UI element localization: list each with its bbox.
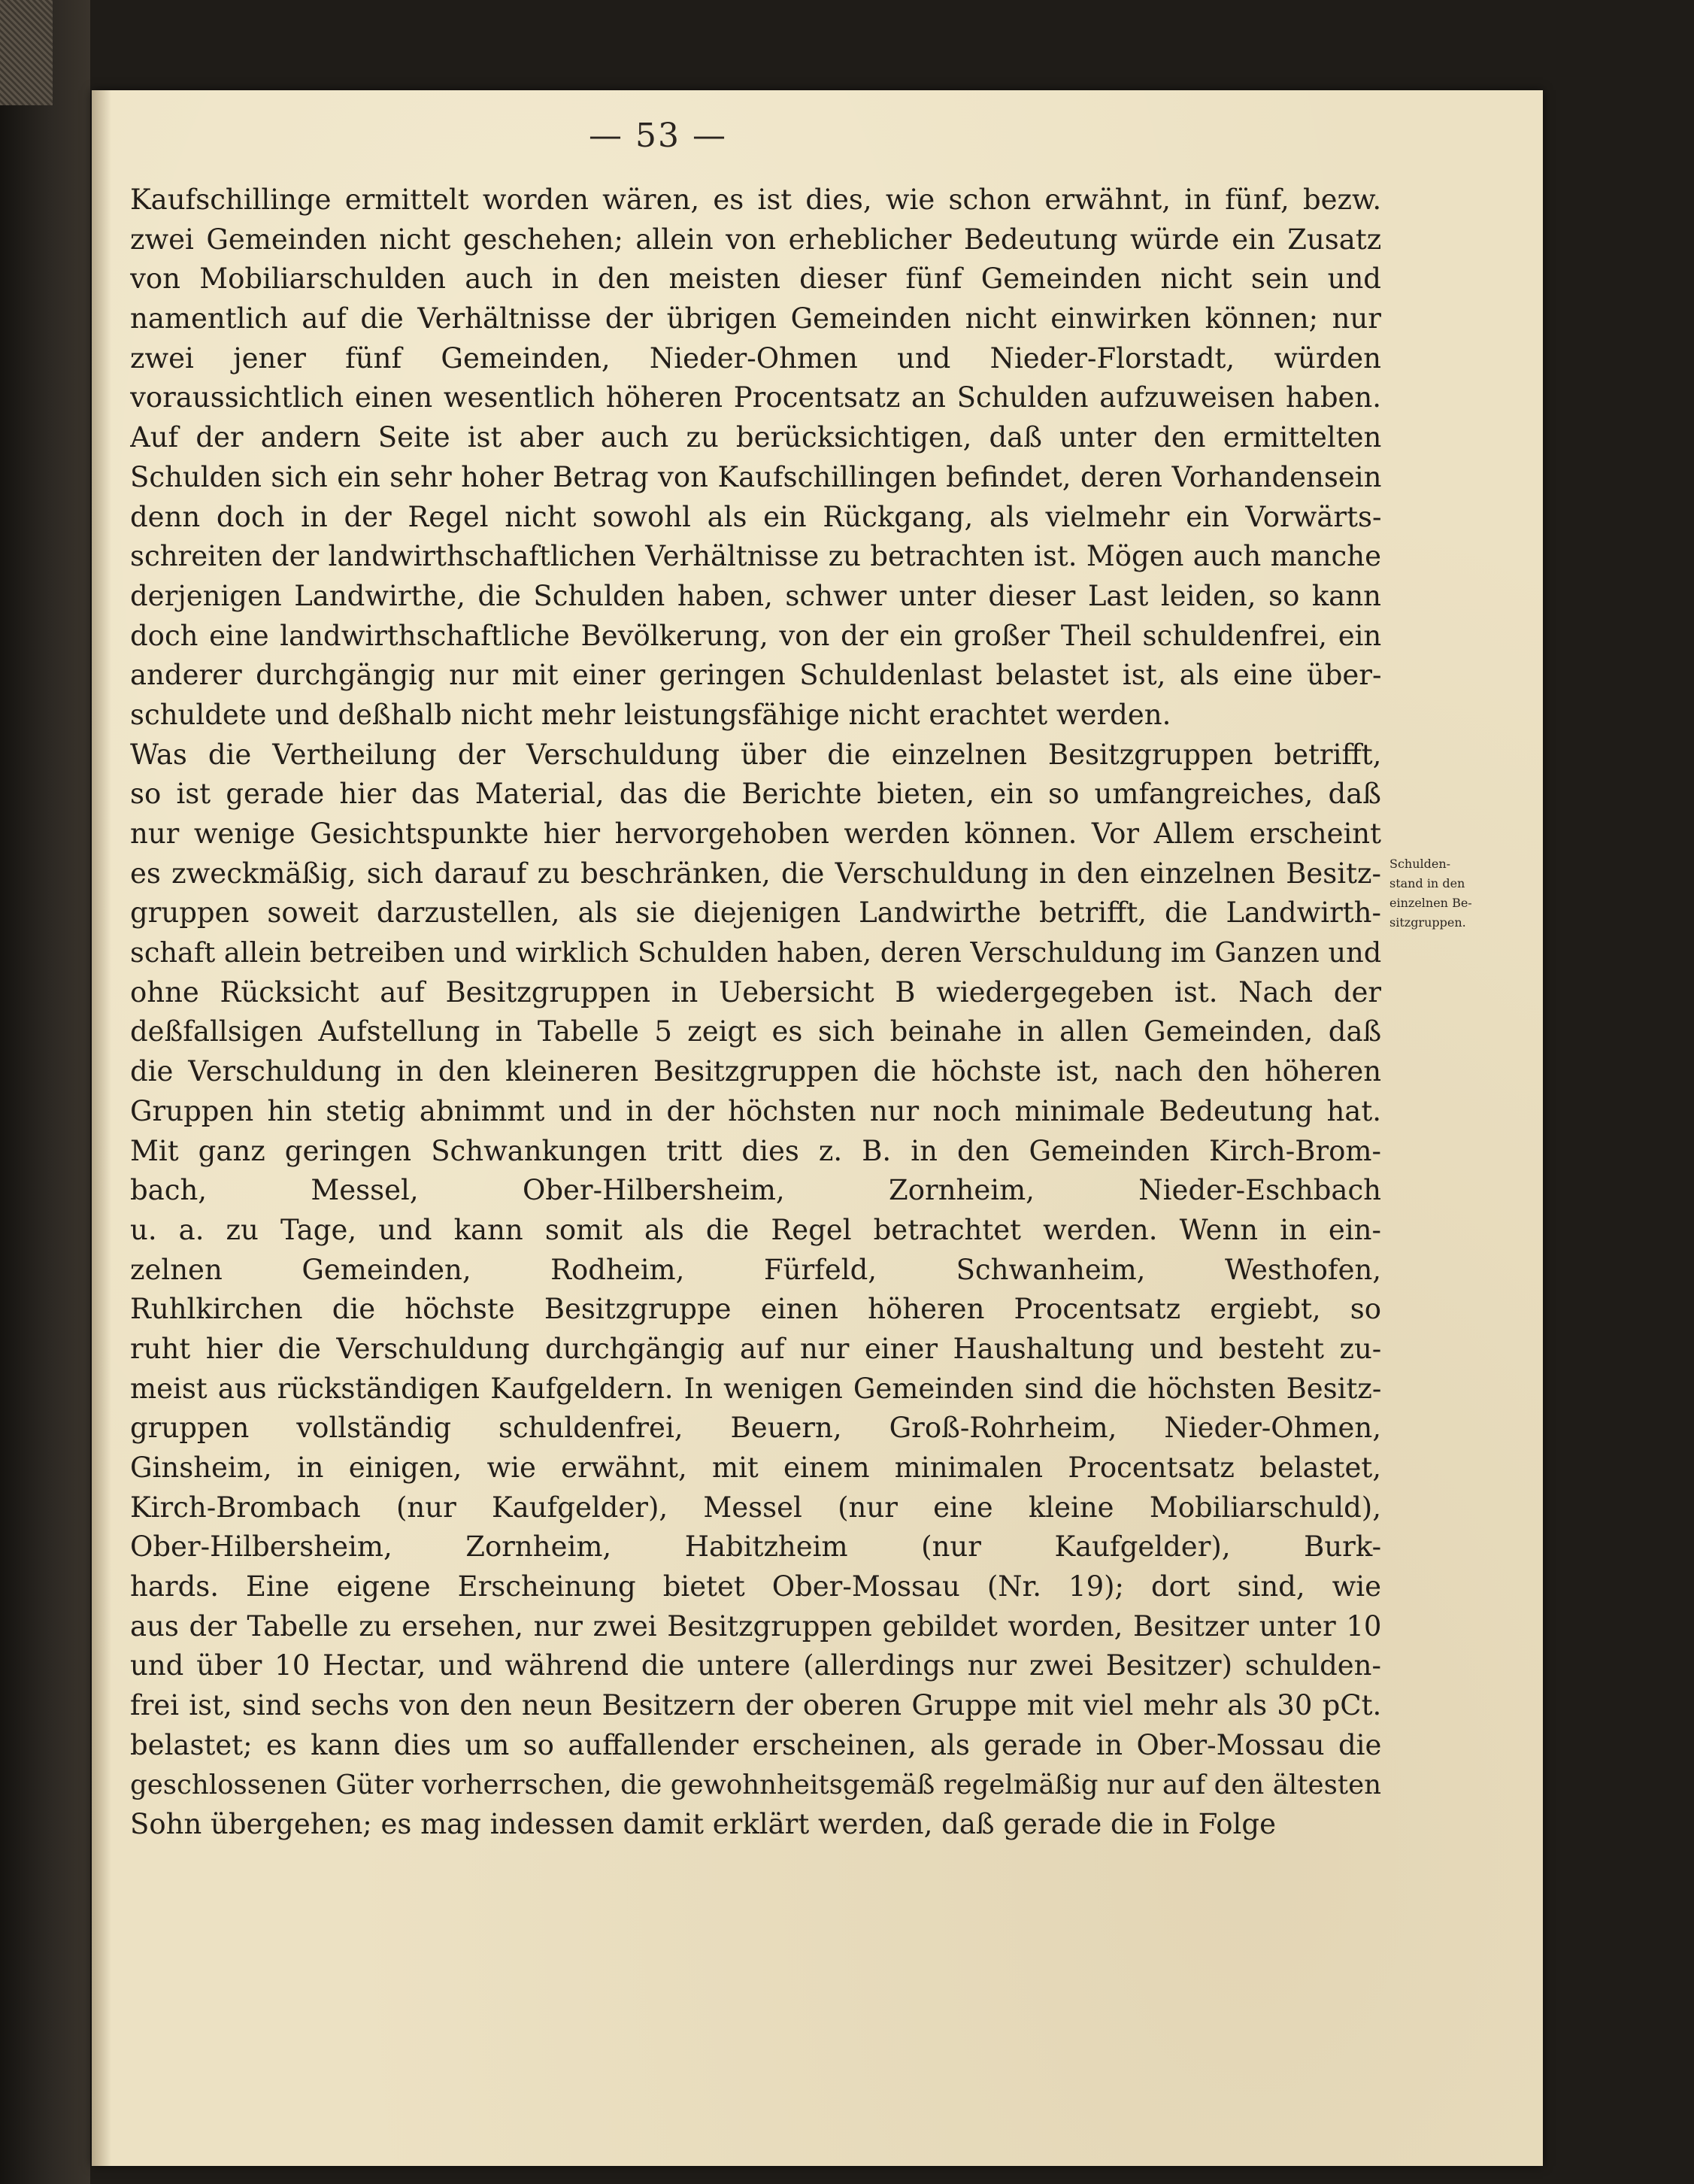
- text-line: gruppen soweit darzustellen, als sie diejenigen Landwirthe betrifft, die Landwirth-: [130, 896, 1381, 930]
- text-line: ruht hier die Verschuldung durchgängig auf nur einer Haushaltung und besteht zu-: [130, 1332, 1381, 1365]
- page-gutter-shadow: [92, 90, 111, 2166]
- text-line: namentlich auf die Verhältnisse der übrigen Gemeinden nicht einwirken können; nur: [130, 302, 1381, 335]
- text-line: anderer durchgängig nur mit einer geringen Schuldenlast belastet ist, als eine über-: [130, 659, 1381, 692]
- text-line: es zweckmäßig, sich darauf zu beschränken, die Verschuldung in den einzelnen Besitz-: [130, 857, 1381, 890]
- text-line: belastet; es kann dies um so auffallender erscheinen, als gerade in Ober-Mossau die: [130, 1728, 1381, 1761]
- text-line: schuldete und deßhalb nicht mehr leistungsfähige nicht erachtet werden.: [130, 698, 1171, 731]
- marginal-note-line: stand in den: [1389, 876, 1465, 890]
- page-number: — 53 —: [589, 117, 727, 155]
- text-line: Ruhlkirchen die höchste Besitzgruppe einen höheren Procentsatz ergiebt, so: [130, 1293, 1381, 1326]
- text-line: Mit ganz geringen Schwankungen tritt dies z. B. in den Gemeinden Kirch-Brom-: [130, 1134, 1381, 1167]
- text-line: Gruppen hin stetig abnimmt und in der höchsten nur noch minimale Bedeutung hat.: [130, 1094, 1381, 1127]
- marginal-note-line: Schulden-: [1389, 857, 1451, 871]
- text-line: voraussichtlich einen wesentlich höheren Procentsatz an Schulden aufzuweisen haben.: [130, 381, 1381, 414]
- text-line: ohne Rücksicht auf Besitzgruppen in Uebersicht B wiedergegeben ist. Nach der: [130, 975, 1381, 1009]
- text-line: Schulden sich ein sehr hoher Betrag von Kaufschillingen befindet, deren Vorhandensein: [130, 460, 1381, 493]
- text-line: geschlossenen Güter vorherrschen, die gewohnheitsgemäß regelmäßig nur auf den ältesten: [130, 1769, 1381, 1800]
- text-line: zwei Gemeinden nicht geschehen; allein von erheblicher Bedeutung würde ein Zusatz: [130, 223, 1381, 256]
- text-line: zwei jener fünf Gemeinden, Nieder-Ohmen und Nieder-Florstadt, würden: [130, 341, 1381, 375]
- body-text: [130, 180, 1381, 1845]
- marginal-note: [1389, 854, 1517, 933]
- text-line: aus der Tabelle zu ersehen, nur zwei Besitzgruppen gebildet worden, Besitzer unter 10: [130, 1609, 1381, 1643]
- text-line: doch eine landwirthschaftliche Bevölkerung, von der ein großer Theil schuldenfrei, ein: [130, 619, 1381, 652]
- text-line: und über 10 Hectar, und während die untere (allerdings nur zwei Besitzer) schulden-: [130, 1649, 1381, 1682]
- text-line: nur wenige Gesichtspunkte hier hervorgehoben werden können. Vor Allem erscheint: [130, 817, 1381, 850]
- text-line: frei ist, sind sechs von den neun Besitzern der oberen Gruppe mit viel mehr als 30 pCt.: [130, 1689, 1381, 1722]
- binding-cloth-corner: [0, 0, 53, 105]
- text-line: meist aus rückständigen Kaufgeldern. In wenigen Gemeinden sind die höchsten Besitz-: [130, 1372, 1381, 1405]
- text-line: u. a. zu Tage, und kann somit als die Regel betrachtet werden. Wenn in ein-: [130, 1213, 1381, 1246]
- text-line: Ober-Hilbersheim, Zornheim, Habitzheim (nur Kaufgelder), Burk-: [130, 1530, 1381, 1564]
- text-line: bach, Messel, Ober-Hilbersheim, Zornheim, Nieder-Eschbach: [130, 1174, 1381, 1207]
- text-line: hards. Eine eigene Erscheinung bietet Ober-Mossau (Nr. 19); dort sind, wie: [130, 1570, 1381, 1603]
- text-line: Auf der andern Seite ist aber auch zu berücksichtigen, daß unter den ermittelten: [130, 421, 1381, 454]
- text-line: Kaufschillinge ermittelt worden wären, es ist dies, wie schon erwähnt, in fünf, bezw.: [130, 184, 1381, 216]
- text-line: Sohn übergehen; es mag indessen damit erklärt werden, daß gerade die in Folge: [130, 1808, 1276, 1841]
- text-line: die Verschuldung in den kleineren Besitzgruppen die höchste ist, nach den höheren: [130, 1055, 1381, 1088]
- text-line: deßfallsigen Aufstellung in Tabelle 5 zeigt es sich beinahe in allen Gemeinden, daß: [130, 1015, 1381, 1048]
- text-line: Ginsheim, in einigen, wie erwähnt, mit einem minimalen Procentsatz belastet,: [130, 1451, 1381, 1484]
- marginal-note-line: sitzgruppen.: [1389, 915, 1466, 930]
- book-binding-edge: [0, 0, 90, 2184]
- marginal-note-line: einzelnen Be-: [1389, 896, 1472, 910]
- text-line: denn doch in der Regel nicht sowohl als ein Rückgang, als vielmehr ein Vorwärts-: [130, 500, 1381, 533]
- text-line: gruppen vollständig schuldenfrei, Beuern, Groß-Rohrheim, Nieder-Ohmen,: [130, 1412, 1381, 1445]
- text-line: zelnen Gemeinden, Rodheim, Fürfeld, Schwanheim, Westhofen,: [130, 1253, 1381, 1286]
- text-line: derjenigen Landwirthe, die Schulden haben, schwer unter dieser Last leiden, so kann: [130, 579, 1381, 612]
- text-line: Was die Vertheilung der Verschuldung über die einzelnen Besitzgruppen betrifft,: [130, 738, 1381, 771]
- text-line: schreiten der landwirthschaftlichen Verhältnisse zu betrachten ist. Mögen auch manche: [130, 540, 1381, 573]
- text-line: schaft allein betreiben und wirklich Schulden haben, deren Verschuldung im Ganzen und: [130, 936, 1381, 969]
- text-line: Kirch-Brombach (nur Kaufgelder), Messel (nur eine kleine Mobiliarschuld),: [130, 1491, 1381, 1524]
- text-line: von Mobiliarschulden auch in den meisten dieser fünf Gemeinden nicht sein und: [130, 262, 1381, 296]
- text-line: so ist gerade hier das Material, das die Berichte bieten, ein so umfangreiches, daß: [130, 778, 1381, 811]
